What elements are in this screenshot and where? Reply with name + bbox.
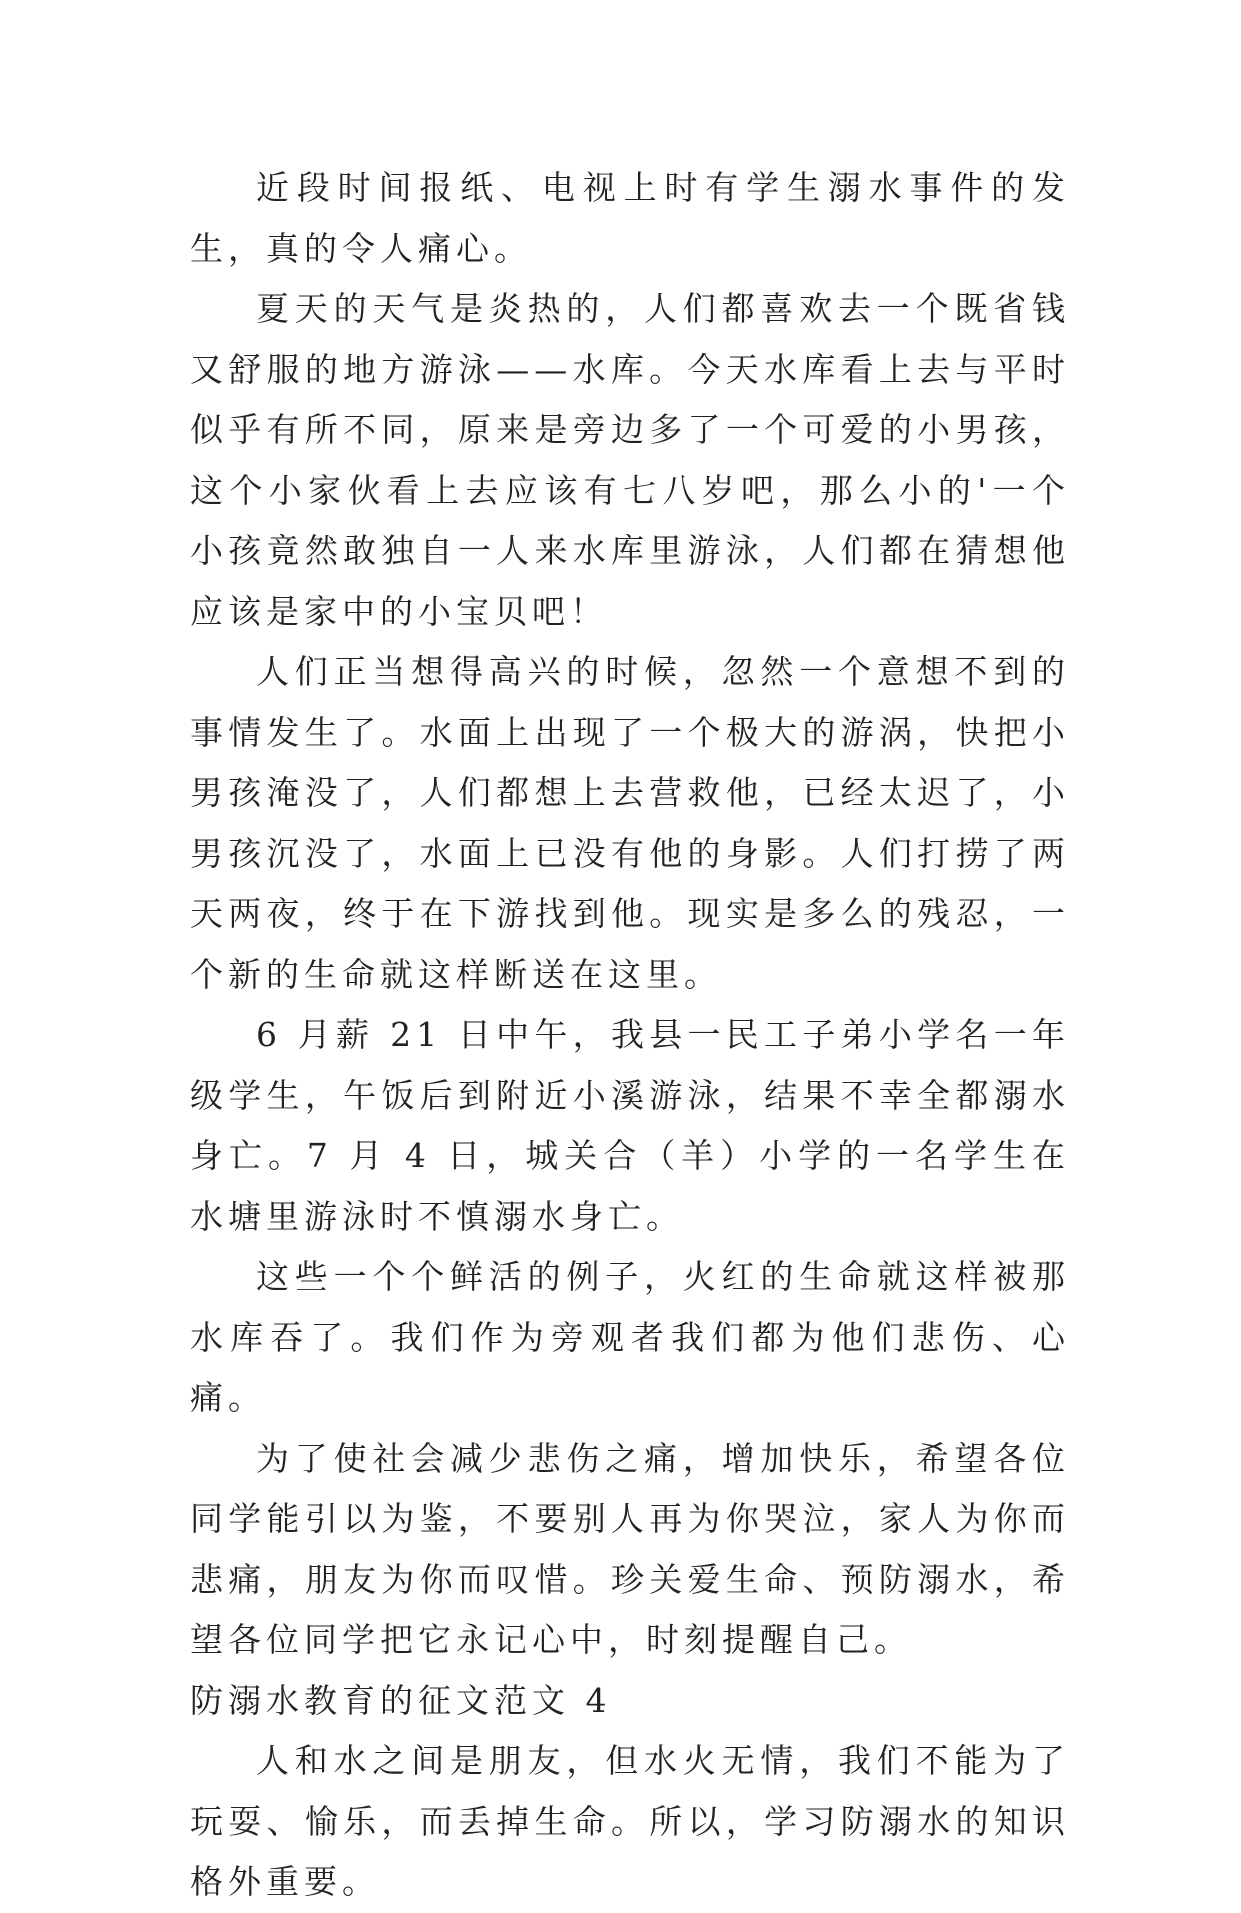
paragraph: 近段时间报纸、电视上时有学生溺水事件的发生，真的令人痛心。 [190,168,1070,268]
section-heading: 防溺水教育的征文范文 4 [190,1680,612,1720]
paragraph: 人们正当想得高兴的时候，忽然一个意想不到的事情发生了。水面上出现了一个极大的游涡，快把小男孩淹没了，人们都想上去营救他，已经太迟了，小男孩沉没了，水面上已没有他的身影。人们打捞了两天两夜，终于在下游找到他。现实是多么的残忍，一个新的生命就这样断送在这里。 [190,652,1070,994]
document-body [190,158,1070,1913]
paragraph: 6 月薪 21 日中午，我县一民工子弟小学名一年级学生，午饭后到附近小溪游泳，结果不幸全都溺水身亡。7 月 4 日，城关合（羊）小学的一名学生在水塘里游泳时不慎溺水身亡。 [190,1015,1070,1236]
paragraph: 为了使社会减少悲伤之痛，增加快乐，希望各位同学能引以为鉴，不要别人再为你哭泣，家人为你而悲痛，朋友为你而叹惜。珍关爱生命、预防溺水，希望各位同学把它永记心中，时刻提醒自己。 [190,1438,1070,1659]
paragraph: 夏天的天气是炎热的，人们都喜欢去一个既省钱又舒服的地方游泳——水库。今天水库看上去与平时似乎有所不同，原来是旁边多了一个可爱的小男孩，这个小家伙看上去应该有七八岁吧，那么小的'一个小孩竟然敢独自一人来水库里游泳，人们都在猜想他应该是家中的小宝贝吧！ [190,289,1070,631]
paragraph: 这些一个个鲜活的例子，火红的生命就这样被那水库吞了。我们作为旁观者我们都为他们悲伤、心痛。 [190,1257,1070,1417]
paragraph: 人和水之间是朋友，但水火无情，我们不能为了玩耍、愉乐，而丢掉生命。所以，学习防溺水的知识格外重要。 [190,1741,1070,1901]
